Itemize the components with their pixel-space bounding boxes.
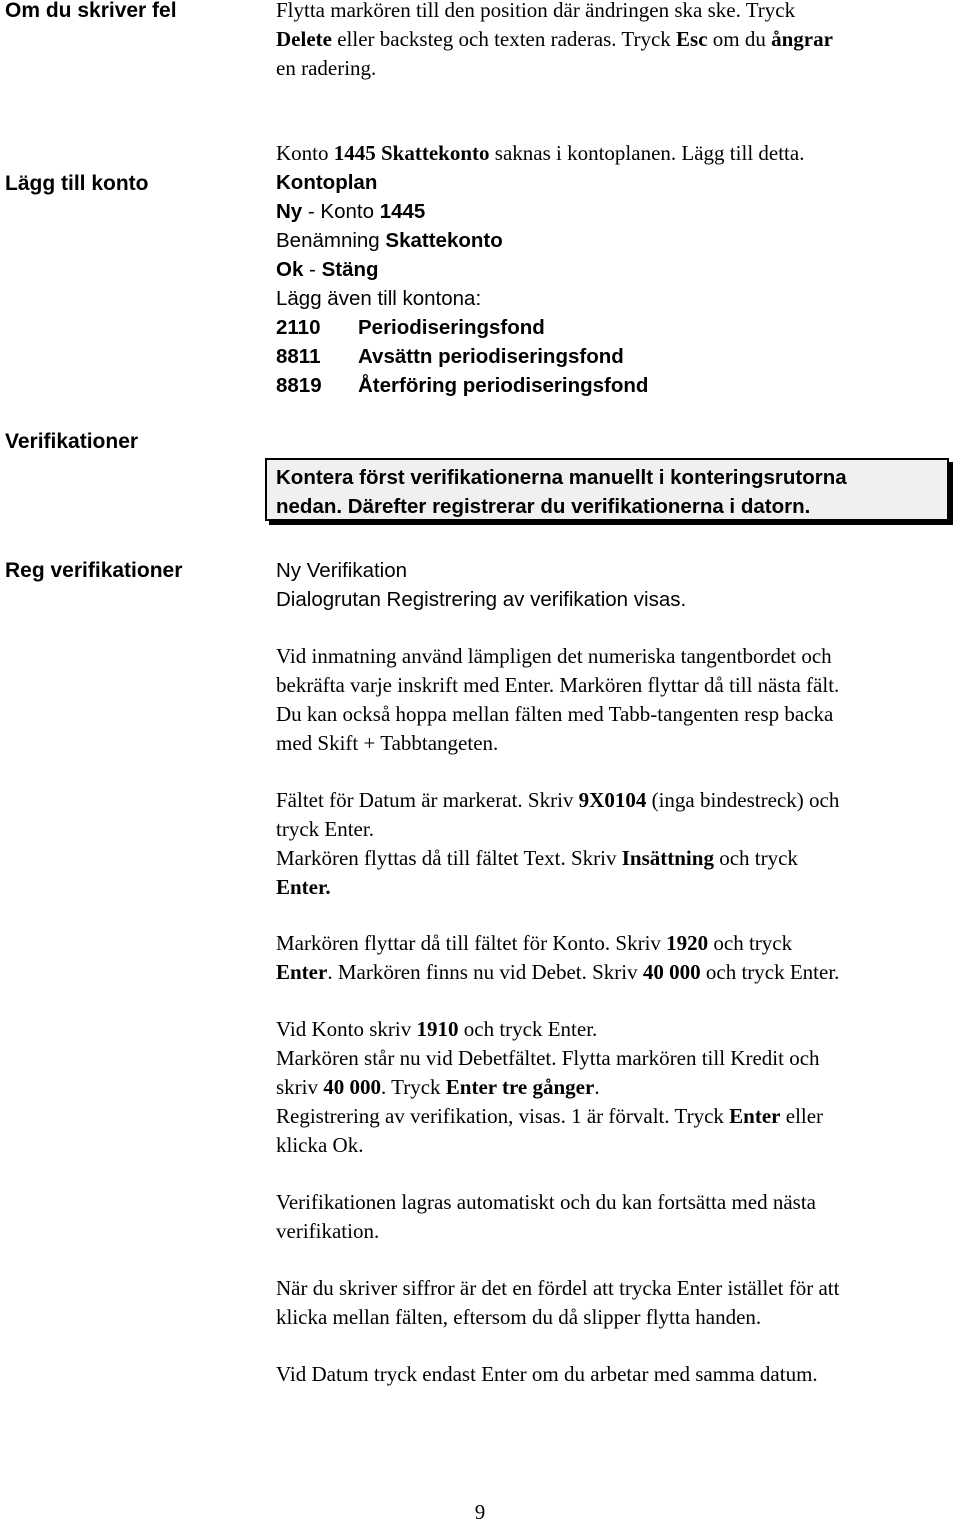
menu-kontoplan: Kontoplan <box>276 171 378 194</box>
heading-reg-verifikationer: Reg verifikationer <box>5 559 183 582</box>
text-line: Konto 1445 Skattekonto saknas i kontoplanen. Lägg till detta. <box>276 141 805 165</box>
text-line: Delete eller backsteg och texten raderas. Tryck Esc om du ångrar <box>276 27 833 51</box>
account-row: 8811 Avsättn periodiseringsfond <box>276 345 624 368</box>
account-row: 8819 Återföring periodiseringsfond <box>276 374 649 397</box>
text-line: en radering. <box>276 56 377 80</box>
field-benamning: Benämning Skattekonto <box>276 229 503 252</box>
menu-ny-verifikation: Ny Verifikation <box>276 559 408 582</box>
paragraph-inmatning: Vid inmatning använd lämpligen det numeriska tangentbordet och bekräfta varje inskrift med Enter. Markören flyttar då till nästa fält. Du kan också hoppa mellan fälten med Tabb-tangenten resp backa med Skift + Tabbtangeten. <box>276 644 840 755</box>
text-line: Markören flyttar då till fältet för Konto. Skriv 1920 och tryck <box>276 931 793 955</box>
heading-lagg-till-konto: Lägg till konto <box>5 172 149 195</box>
section-lagg-till-konto <box>276 139 956 400</box>
text-line: Enter. Markören finns nu vid Debet. Skriv 40 000 och tryck Enter. <box>276 960 840 984</box>
text-lagg-aven: Lägg även till kontona: <box>276 287 482 310</box>
text-line: Flytta markören till den position där ändringen ska ske. Tryck <box>276 0 796 22</box>
menu-ny-konto: Ny - Konto 1445 <box>276 200 426 223</box>
heading-om-du-skriver-fel: Om du skriver fel <box>5 0 177 22</box>
text-line: Fältet för Datum är markerat. Skriv 9X0104 (inga bindestreck) och <box>276 788 840 812</box>
ok-stang: Ok - Stäng <box>276 258 379 281</box>
paragraph-siffror: När du skriver siffror är det en fördel att trycka Enter istället för att klicka mellan fälten, eftersom du då slipper flytta handen. <box>276 1276 840 1329</box>
paragraph-lagras: Verifikationen lagras automatiskt och du kan fortsätta med nästa verifikation. <box>276 1190 817 1243</box>
text-line: Vid Konto skriv 1910 och tryck Enter. <box>276 1017 598 1041</box>
text-line: Registrering av verifikation, visas. 1 är förvalt. Tryck Enter eller <box>276 1104 824 1128</box>
paragraph-datum-enter: Vid Datum tryck endast Enter om du arbetar med samma datum. <box>276 1362 818 1386</box>
text-line: Markören flyttas då till fältet Text. Skriv Insättning och tryck <box>276 846 798 870</box>
callout-text: Kontera först verifikationerna manuellt i konteringsrutorna nedan. Därefter registrerar du verifikationerna i datorn. <box>276 466 847 518</box>
paragraph-konto <box>276 929 956 987</box>
text-line: skriv 40 000. Tryck Enter tre gånger. <box>276 1075 600 1099</box>
paragraph-datum: Fältet för Datum är markerat. Skriv 9X0104 (inga bindestreck) och tryck Enter. Markören flyttas då till fältet Text. Skriv Insättning och tryck Enter. <box>276 786 956 902</box>
section-om-du-skriver-fel <box>276 0 956 83</box>
paragraph-kredit: Vid Konto skriv 1910 och tryck Enter. Markören står nu vid Debetfältet. Flytta markören till Kredit och skriv 40 000. Tryck Enter tre gånger. Registrering av verifikation, visas. 1 är förvalt. Tryck Enter eller klicka Ok. <box>276 1015 956 1160</box>
text-dialog: Dialogrutan Registrering av verifikation visas. <box>276 588 687 611</box>
section-reg-verifikationer <box>276 556 956 614</box>
heading-verifikationer: Verifikationer <box>5 430 139 453</box>
account-row: 2110 Periodiseringsfond <box>276 316 545 339</box>
page-number: 9 <box>474 1500 486 1524</box>
